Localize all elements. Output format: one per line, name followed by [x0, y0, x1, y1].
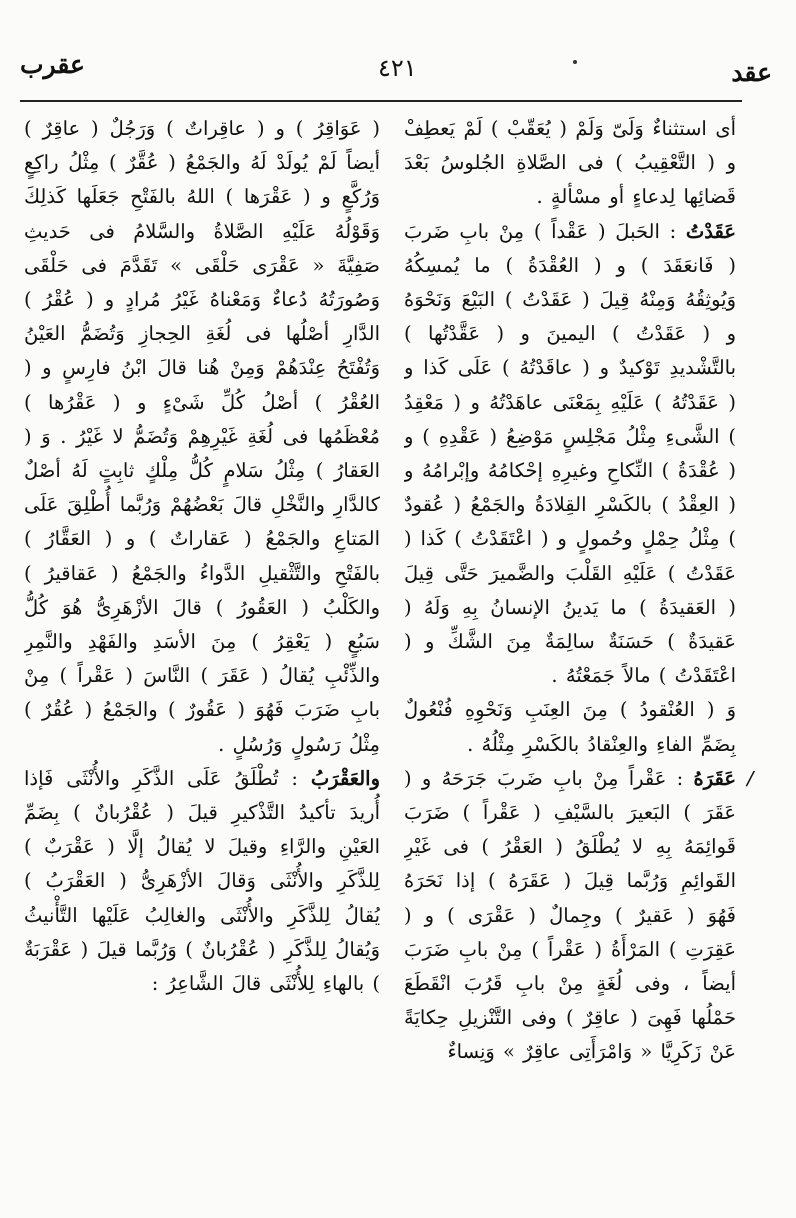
page-number: ٤٢١ [378, 54, 417, 82]
entry-text: ( عَوَاقِرُ ) و ( عاقِراتٌ ) وَرَجُلٌ ( عاقِرٌ ) أيضاً لَمْ يُولَدْ لَهُ والجَمْعُ ( عُقَّرٌ ) مِثْلُ راكِعٍ وَرُكَّعٍ و ( عَقْرَها ) اللهُ بالفَتْحِ جَعَلَها كَذلِكَ وَقَوْلُهُ عَلَيْهِ الصَّلاةُ والسَّلامُ فى حَديثِ صَفِيَّةَ « عَقْرَى حَلْقَى » تَقَدَّمَ فى حَلْقَى وَصُورَتُهُ دُعاءٌ وَمَعْناهُ غَيْرُ مُرادٍ و ( عُقْرُ ) الدَّارِ أصْلُها فى لُغَةِ الحِجازِ وَتُضَمُّ العَيْنُ وَتُفْتَحُ عِنْدَهُمْ وَمِنْ هُنا قالَ ابْنُ فارِسٍ و ( العُقْرُ ) أصْلُ كُلِّ شَىْءٍ و ( عَقْرُها ) مُعْظَمُها فى لُغَةِ غَيْرِهِمْ وَتُضَمُّ لا غَيْرُ . وَ ( العَقارُ ) مِثْلُ سَلامٍ كُلُّ مِلْكٍ ثابِتٍ لَهُ أصْلٌ كالدَّارِ والنَّخْلِ قالَ بَعْضُهُمْ وَرُبَّما أُطْلِقَ عَلَى المَتاعِ والجَمْعُ ( عَقاراتٌ ) و ( العَقَّارُ ) بالفَتْحِ والتَّثْقيلِ الدَّواءُ والجَمْعُ ( عَقاقيرُ ) والكَلْبُ ( العَقُورُ ) قالَ الأزْهَرِىُّ هُوَ كُلُّ سَبُعٍ ( يَعْقِرُ ) مِنَ الأسَدِ والفَهْدِ والنَّمِرِ والذِّئْبِ يُقالُ ( عَقَرَ ) النَّاسَ ( عَقْراً ) مِنْ بابِ ضَرَبَ فَهُوَ ( عَقُورٌ ) والجَمْعُ ( عُقُرٌ ) مِثْلُ رَسُولٍ وَرُسُلٍ . [24, 117, 380, 756]
running-headword-left: عقرب [20, 50, 85, 79]
entry-text: : عَقْراً مِنْ بابِ ضَربَ جَرَحَهُ و ( عَقَرَ ) البَعيرَ بالسَّيْفِ ( عَقْراً ) ضَرَبَ قَوائِمَهُ بِهِ لا يُطْلَقُ ( العَقْرُ ) فى غَيْرِ القَوائِمِ وَرُبَّما قِيلَ ( عَقَرَهُ ) إذا نَحَرَهُ فَهُوَ ( عَقيرٌ ) وجِمالٌ ( عَقْرَى ) و ( عَقِرَتِ ) المَرْأَةُ ( عَقْراً ) مِنْ بابِ ضَرَبَ أيضاً ، وفى لُغَةٍ مِنْ بابِ قَرُبَ انْقَطَعَ حَمْلُها فَهِىَ ( عاقِرٌ ) وفى التَّنْزيلِ حِكايَةً عَنْ زَكَرِيَّا « وَامْرَأَتِى عاقِرٌ » وَنِساءٌ [404, 766, 736, 1064]
running-headword-right: عقد [731, 58, 772, 87]
right-column [404, 112, 736, 1122]
entry-paragraph [404, 112, 736, 215]
entry-paragraph [24, 112, 380, 762]
margin-mark: / [744, 765, 756, 791]
entry-text: وَ ( العُنْقودُ ) مِنَ العِنَبِ وَنَحْوِهِ فُنْعُولٌ بِضَمِّ الفاءِ والعِنْقادُ بالكَسْرِ مِثْلُهُ . [404, 698, 736, 756]
left-column [24, 112, 380, 1122]
entry-paragraph [404, 693, 736, 761]
entry-text: : الحَبلَ ( عَقْداً ) مِنْ بابِ ضَربَ ( فَانعَقَدَ ) و ( العُقْدَةُ ) ما يُمسِكُهُ وَيُوثِقُهُ وَمِنْهُ قِيلَ ( عَقَدْتُ ) البَيْعَ وَنَحْوَهُ و ( عَقَدْتُ ) اليمينَ و ( عَقَّدْتُها ) بالتَّشْديدِ تَوْكيدٌ و ( عاقَدْتُهُ ) عَلَى كَذا و ( عَقَدْتُهُ ) عَلَيْهِ بِمَعْنَى عاهَدْتُهُ و ( مَعْقِدُ ) الشَّىءِ مِثْلُ مَجْلِسٍ مَوْضِعُ ( عَقْدِهِ ) و ( عُقْدَةُ ) النِّكاحِ وغيرِهِ إحْكامُهُ وإبْرامُهُ و ( العِقْدُ ) بالكَسْرِ القِلادَةُ والجَمْعُ ( عُقودٌ ) مِثْلُ حِمْلٍ وحُمولٍ و ( اعْتَقَدْتُ ) كَذا ( عَقَدْتُ ) عَلَيْهِ القَلْبَ والضَّميرَ حَتَّى قِيلَ ( العَقيدَةُ ) ما يَدينُ الإنسانُ بِهِ وَلَهُ ( عَقيدَةٌ ) حَسَنَةٌ سالِمَةٌ مِنَ الشَّكِّ و ( اعْتَقَدْتُ ) مالاً جَمَعْتُهُ . [404, 219, 736, 688]
header-rule [20, 100, 742, 102]
entry-text: : تُطْلَقُ عَلَى الذَّكَرِ والأُنْثَى فَإذا أُريدَ تأكيدُ التَّذْكيرِ قيلَ ( عُقْرُبانٌ ) بِضَمِّ العَيْنِ والرَّاءِ وقيلَ لا يُقالُ إلَّا ( عَقْرَبٌ ) لِلذَّكَرِ والأُنْثَى وَقالَ الأزْهَرِىُّ ( العَقْرَبُ ) يُقالُ لِلذَّكَرِ والأُنْثَى والغالِبُ عَلَيْها التَّأْنيثُ وَيُقالُ لِلذَّكَرِ ( عُقْرُبانٌ ) وَرُبَّما قيلَ ( عَقْرَبَةٌ ) بالهاءِ لِلأُنْثَى قالَ الشَّاعِرُ : [24, 766, 380, 996]
entry-paragraph [24, 762, 380, 1001]
entry-headword: عَقَرَهُ [693, 766, 736, 790]
entry-headword: والعَقْرَبُ [310, 766, 380, 790]
entry-headword: عَقَدْتُ [685, 219, 736, 243]
entry-text: أى استثناءٌ وَلَىّ وَلَمْ ( يُعَقّبْ ) لَمْ يَعطِفْ و ( التَّعْقِيبُ ) فى الصَّلاةِ الجُلوسُ بَعْدَ قَضائِها لِدعاءٍ أو مسْألةٍ . [404, 117, 736, 209]
entry-paragraph [404, 762, 736, 1070]
entry-paragraph [404, 215, 736, 694]
header-dot [573, 60, 577, 64]
page-header [18, 40, 778, 90]
